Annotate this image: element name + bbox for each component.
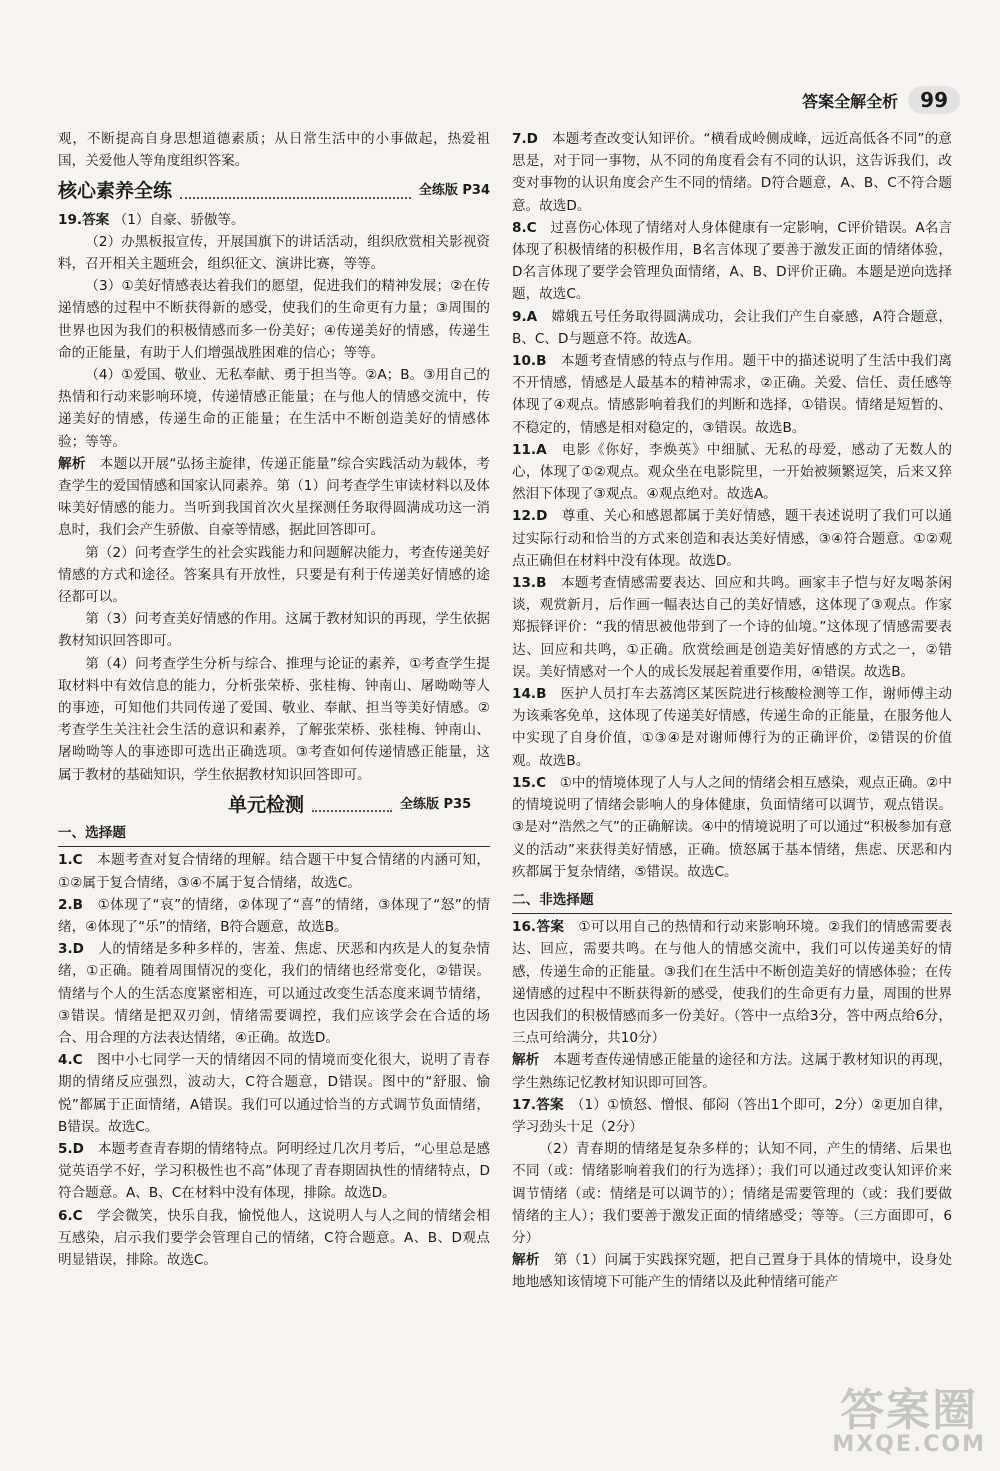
intro-text: 观，不断提高自身思想道德素质；从日常生活中的小事做起，热爱祖国，关爱他人等角度组织答案。	[58, 131, 490, 170]
analysis-19-3: 第（3）问考查美好情感的作用。这属于教材知识的再现，学生依据教材知识回答即可。	[58, 611, 490, 650]
answer-item: 3.D 人的情绪是多种多样的，害羞、焦虑、厌恶和内疚是人的复杂情绪，①正确。随着周围情况的变化，我们的情绪也经常变化，②错误。情绪与个人的生活态度紧密相连，可以通过改变生活态度来调节情绪，③错误。情绪是把双刃剑，情绪需要调控，我们应该学会在合适的场合、用合理的方法表达情绪，④正确。故选D。	[58, 941, 491, 1046]
section-title: 单元检测	[228, 793, 305, 816]
part-heading: 二、非选择题	[512, 889, 952, 914]
header-title: 答案全解全析	[802, 91, 899, 111]
page-number: 99	[908, 86, 960, 114]
watermark-url: MXQE.COM	[832, 1432, 986, 1457]
analysis-19-1: 解析 本题以开展“弘扬主旋律，传递正能量”综合实践活动为载体，考查学生的爱国情感和国家认同素养。第（1）问考查学生审读材料以及体味美好情感的能力。当听到我国首次火星探测任务取得圆满成功这一消息时，我们会产生骄傲、自豪等情感，据此回答即可。	[58, 455, 490, 539]
answer-item: 15.C ①中的情境体现了人与人之间的情绪会相互感染，观点正确。②中的情境说明了情绪会影响人的身体健康，负面情绪可以调节，观点错误。③是对“浩然之气”的正确解读。④中的情境说明了可以通过“积极参加有意义的活动”来获得美好情感，正确。愤怒属于基本情绪，焦虑、厌恶和内疚都属于复杂情绪，⑤错误。故选C。	[512, 774, 952, 880]
answer-item: 14.B 医护人员打车去荔湾区某医院进行核酸检测等工作，谢师傅主动为该乘客免单，这体现了传递美好情感，传递生命的正能量，在服务他人中实现了自身价值，①③④是对谢师傅行为的正确评价，②错误的价值观。故选B。	[512, 686, 952, 769]
answer-19-1: 19.答案 （1）自豪、骄傲等。	[58, 211, 245, 228]
part-heading: 一、选择题	[58, 822, 490, 847]
answer-item: 13.B 本题考查情感需要表达、回应和共鸣。画家丰子恺与好友喝茶闲谈，观赏新月，后作画一幅表达自己的美好情感，这体现了③观点。作家郑振铎评价：“我的情思被他带到了一个诗的仙境。”这体现了情感需要表达、回应和共鸣，①正确。欣赏绘画是创造美好情感的方式之一，②错误。美好情感对一个人的成长发展起着重要作用，④错误。故选B。	[512, 575, 952, 680]
answer-item: 1.C 本题考查对复合情绪的理解。结合题干中复合情绪的内涵可知，①②属于复合情绪，③④不属于复合情绪，故选C。	[58, 852, 491, 891]
answer-19-3: （3）①美好情感表达着我们的愿望，促进我们的精神发展；②在传递情感的过程中不断获得新的感受，使我们的生命更有力量；③周围的世界也因为我们的积极情感而多一份美好；④传递美好的情感，传递生命的正能量，有助于人们增强战胜困难的信心；等等。	[58, 278, 490, 361]
page-header	[802, 80, 960, 120]
analysis-19-4: 第（4）问考查学生分析与综合、推理与论证的素养，①考查学生提取材料中有效信息的能力，分析张荣桥、张桂梅、钟南山、屠呦呦等人的事迹，可知他们共同传递了爱国、敬业、奉献、担当等美好情感。②考查学生关注社会生活的意识和素养，了解张荣桥、张桂梅、钟南山、屠呦呦等人的事迹即可选出正确选项。③考查如何传递情感正能量，这属于教材的基础知识，学生依据教材知识回答即可。	[58, 655, 490, 783]
answer-item: 10.B 本题考查情感的特点与作用。题干中的描述说明了生活中我们离不开情感，情感是人最基本的精神需求，②正确。关爱、信任、责任感等体现了④观点。情感影响着我们的判断和选择，①错误。情绪是短暂的、不稳定的，情感是相对稳定的，③错误。故选B。	[512, 353, 952, 436]
answer-item: 2.B ①体现了“哀”的情绪，②体现了“喜”的情绪，③体现了“怒”的情绪，④体现了“乐”的情绪，B符合题意，故选B。	[58, 896, 490, 935]
section-title: 核心素养全练	[58, 180, 173, 203]
section-unit-test	[58, 794, 490, 816]
dot-leader	[312, 798, 392, 812]
section-core-literacy	[58, 180, 490, 202]
answer-item: 11.A 电影《你好，李焕英》中细腻、无私的母爱，感动了无数人的心，体现了①②观点。观众坐在电影院里，一开始被频繁逗笑，后来又猝然泪下体现了③观点。④观点绝对。故选A。	[512, 441, 953, 503]
analysis-16: 解析 本题考查传递情感正能量的途径和方法。这属于教材知识的再现，学生熟练记忆教材知识即可回答。	[512, 1052, 953, 1091]
answer-item: 5.D 本题考查青春期的情绪特点。阿明经过几次月考后，“心里总是感觉英语学不好，学习积极性也不高”体现了青春期固执性的情绪特点，D符合题意。A、B、C在材料中没有体现，排除。故选D。	[58, 1140, 491, 1202]
left-column	[58, 128, 490, 1271]
answer-item: 6.C 学会微笑，快乐自我，愉悦他人，这说明人与人之间的情绪会相互感染，启示我们要学会管理自己的情绪，C符合题意。A、B、D观点明显错误，排除。故选C。	[58, 1207, 491, 1268]
answer-17-2: （2）青春期的情绪是复杂多样的；认知不同，产生的情绪、后果也不同（或：情绪影响着我们的行为选择）；我们可以通过改变认知评价来调节情绪（或：情绪是可以调节的）；情绪是需要管理的（或：我们要做情绪的主人）；我们要善于激发正面的情绪感受；等等。（三方面即可，6分）	[512, 1141, 952, 1246]
watermark-main: 答案圈	[840, 1385, 979, 1436]
analysis-lead: 解析	[58, 455, 86, 472]
section-ref: 全练版 P35	[400, 796, 472, 812]
answer-item: 8.C 过喜伤心体现了情绪对人身体健康有一定影响，C评价错误。A名言体现了积极情绪的积极作用，B名言体现了要善于激发正面的情绪体验，D名言体现了要学会管理负面情绪，A、B、D评价正确。本题是逆向选择题，故选C。	[512, 219, 952, 303]
answer-19-2: （2）办黑板报宣传，开展国旗下的讲话活动，组织欣赏相关影视资料，召开相关主题班会，组织征文、演讲比赛，等等。	[58, 233, 490, 273]
answer-item: 9.A 嫦娥五号任务取得圆满成功，会让我们产生自豪感，A符合题意，B、C、D与题意不符。故选A。	[512, 308, 952, 347]
analysis-17: 解析 第（1）问属于实践探究题，把自己置身于具体的情境中，设身处地地感知该情境下可能产生的情绪以及此种情绪可能产	[512, 1252, 953, 1291]
answer-16: 16.答案 ①可以用自己的热情和行动来影响环境。②我们的情感需要表达、回应，需要共鸣。在与他人的情感交流中，我们可以传递美好的情感，传递生命的正能量。③我们在生活中不断创造美好的情感体验；在传递情感的过程中不断获得新的感受，使我们的生命更有力量，周围的世界也因我们的积极情感而多一份美好。（答中一点给3分，答中两点给6分，三点可给满分，共10分）	[512, 919, 952, 1047]
answer-17-1: 17.答案 （1）①愤怒、憎恨、郁闷（答出1个即可，2分）②更加自律，学习劲头十足（2分）	[512, 1096, 952, 1135]
right-column	[512, 128, 952, 1294]
analysis-19-2: 第（2）问考查学生的社会实践能力和问题解决能力，考查传递美好情感的方式和途径。答案具有开放性，只要是有利于传递美好情感的途径都可以。	[58, 544, 490, 606]
answer-lead: 19.答案	[58, 211, 110, 228]
answer-19-4: （4）①爱国、敬业、无私奉献、勇于担当等。②A；B。③用自己的热情和行动来影响环境，传递情感正能量；在与他人的情感交流中，传递美好的情感，传递生命的正能量；在生活中不断创造美好的情感体验；等等。	[58, 367, 490, 450]
answer-item: 7.D 本题考查改变认知评价。“横看成岭侧成峰，远近高低各不同”的意思是，对于同一事物，从不同的角度看会有不同的认识，这告诉我们，改变对事物的认识角度会产生不同的情绪。D符合题意，A、B、C不符合题意。故选D。	[512, 131, 952, 214]
dot-leader	[180, 185, 411, 199]
watermark-logo	[832, 1374, 986, 1457]
answer-item: 12.D 尊重、关心和感恩都属于美好情感，题干表述说明了我们可以通过实际行动和恰当的方式来创造和表达美好情感，③④符合题意。①②观点正确但在材料中没有体现。故选D。	[512, 508, 952, 569]
section-ref: 全练版 P34	[418, 183, 490, 199]
answer-item: 4.C 图中小七同学一天的情绪因不同的情境而变化很大，说明了青春期的情绪反应强烈，波动大，C符合题意，D错误。图中的“舒服、愉悦”都属于正面情绪，A错误。我们可以通过恰当的方式调节负面情绪，B错误。故选C。	[58, 1052, 491, 1135]
